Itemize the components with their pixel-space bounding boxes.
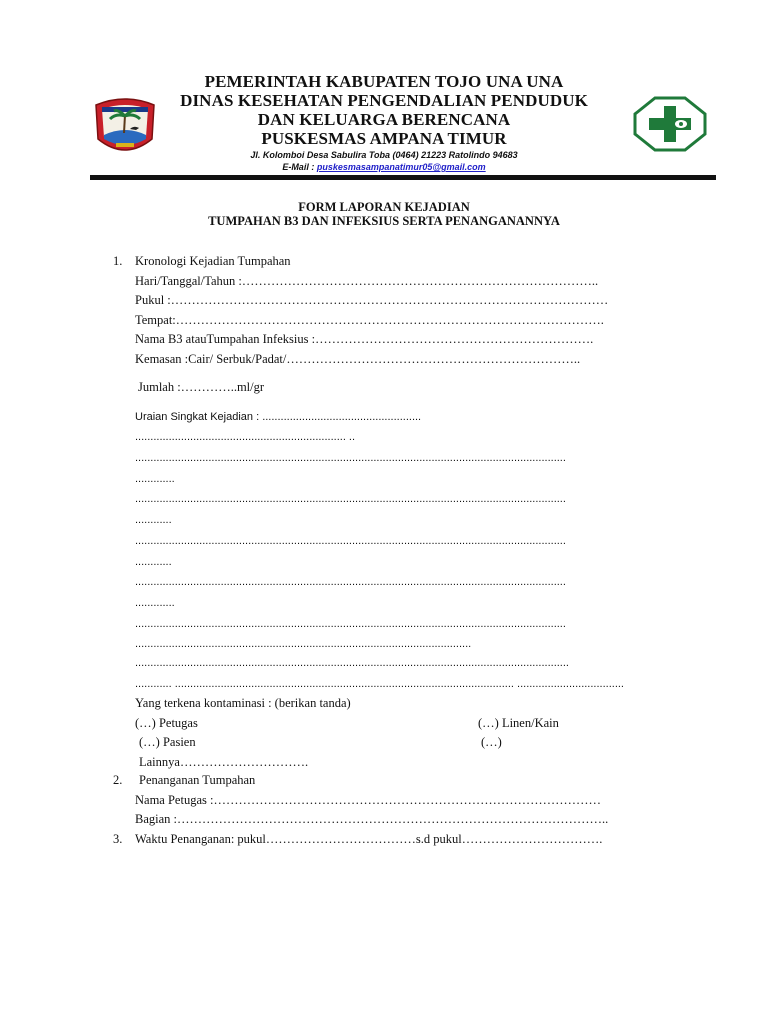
field-nama-b3: Nama B3 atauTumpahan Infeksius :………………………………………………………….	[135, 332, 594, 346]
section2-title: Penanganan Tumpahan	[139, 773, 256, 787]
field-waktu-penanganan: Waktu Penanganan: pukul………………………………s.d pukul…………………………….	[135, 832, 603, 846]
field-tempat: Tempat:………………………………………………………………………………………….	[135, 313, 604, 327]
field-kemasan: Kemasan :Cair/ Serbuk/Padat/……………………………………………………………..	[135, 352, 581, 366]
kontaminasi-title: Yang terkena kontaminasi : (berikan tanda)	[135, 696, 351, 710]
uraian-line-1: ..................................................................... ..	[135, 431, 356, 443]
header-agency-cont: DAN KELUARGA BERENCANA	[257, 110, 511, 129]
uraian-line-3: .............	[135, 473, 175, 485]
field-nama-petugas: Nama Petugas :…………………………………………………………………………………	[135, 793, 601, 807]
option-blank: (…)	[481, 735, 502, 749]
uraian-line-9: .............	[135, 597, 175, 609]
header-email	[0, 162, 768, 172]
header-divider	[90, 175, 716, 180]
option-lainnya: Lainnya………………………….	[139, 755, 309, 769]
uraian-line-8: .............................................................................................................................................	[135, 576, 566, 588]
field-jumlah: Jumlah :…………..ml/gr	[138, 380, 265, 394]
form-title: FORM LAPORAN KEJADIAN	[298, 200, 470, 214]
field-pukul: Pukul :……………………………………………………………………………………………	[135, 293, 609, 307]
option-petugas: (…) Petugas	[135, 716, 198, 730]
form-subtitle: TUMPAHAN B3 DAN INFEKSIUS SERTA PENANGANANNYA	[208, 214, 560, 228]
uraian-line-13: ............ ............................................................................................................... ...................................	[135, 678, 624, 690]
section2-number: 2.	[113, 773, 123, 787]
section3-number: 3.	[113, 832, 123, 846]
header-address: Jl. Kolomboi Desa Sabulira Toba (0464) 21223 Ratolindo 94683	[250, 150, 518, 160]
uraian-line-10: .............................................................................................................................................	[135, 618, 566, 630]
header-agency: DINAS KESEHATAN PENGENDALIAN PENDUDUK	[180, 91, 588, 110]
uraian-line-11: ..............................................................................................................	[135, 638, 472, 650]
section1-number: 1.	[113, 254, 123, 268]
uraian-line-12: ..............................................................................................................................................	[135, 657, 569, 669]
header-puskesmas: PUSKESMAS AMPANA TIMUR	[261, 129, 507, 148]
section1-title: Kronologi Kejadian Tumpahan	[135, 254, 291, 268]
field-bagian: Bagian :…………………………………………………………………………………………..	[135, 812, 609, 826]
email-link[interactable]: puskesmasampanatimur05@gmail.com	[316, 162, 486, 172]
uraian-line-6: .............................................................................................................................................	[135, 535, 566, 547]
field-hari-tanggal: Hari/Tanggal/Tahun :…………………………………………………………………………..	[135, 274, 599, 288]
email-label: E-Mail :	[282, 162, 317, 172]
uraian-line-7: ............	[135, 556, 172, 568]
uraian-line-2: .............................................................................................................................................	[135, 452, 566, 464]
header-government: PEMERINTAH KABUPATEN TOJO UNA UNA	[204, 72, 564, 91]
field-uraian: Uraian Singkat Kejadian : ....................................................	[135, 411, 422, 423]
option-linen: (…) Linen/Kain	[478, 716, 559, 730]
uraian-line-4: .............................................................................................................................................	[135, 493, 566, 505]
option-pasien: (…) Pasien	[139, 735, 196, 749]
uraian-line-5: ............	[135, 514, 172, 526]
